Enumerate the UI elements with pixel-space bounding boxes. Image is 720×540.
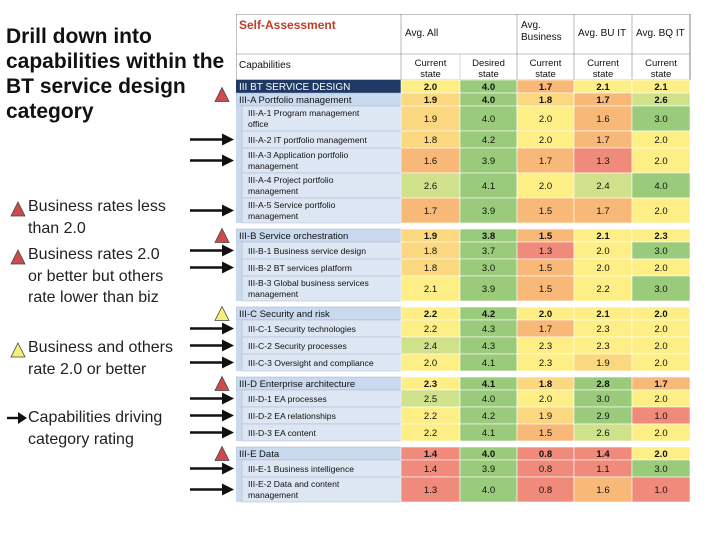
red-triangle-icon	[215, 88, 229, 102]
capability-label: III-B-2 BT services platform	[248, 263, 352, 273]
capability-label: office	[248, 119, 269, 129]
indent-band	[236, 390, 242, 407]
value-label: 1.8	[538, 379, 553, 390]
subcategory-row	[236, 307, 690, 320]
value-label: 1.0	[654, 485, 668, 496]
value-label: 1.6	[596, 114, 610, 125]
capability-label: management	[248, 211, 299, 221]
value-label: 3.0	[481, 263, 496, 274]
value-label: 1.4	[596, 449, 610, 460]
arrow-head	[222, 427, 234, 439]
self-assessment-table	[236, 14, 696, 534]
arrow-head	[222, 463, 234, 475]
legend-item-driving-capabilities: Capabilities driving category rating	[28, 409, 163, 448]
value-label: 2.5	[423, 394, 438, 405]
value-label: 3.0	[654, 114, 668, 125]
black-arrow-icon	[190, 427, 234, 439]
capability-row	[236, 173, 690, 198]
subcategory-label: III-A Portfolio management	[239, 95, 352, 106]
capability-row	[236, 320, 690, 337]
subcategory-row	[236, 377, 690, 390]
subcategory-label: III-B Service orchestration	[239, 231, 349, 242]
value-label: 2.2	[423, 411, 438, 422]
column-header: state	[478, 69, 499, 80]
value-label: 2.0	[654, 341, 668, 352]
value-label: 1.8	[423, 263, 438, 274]
value-label: 2.3	[538, 358, 553, 369]
black-arrow-icon	[190, 340, 234, 352]
capability-label: III-B-1 Business service design	[248, 246, 366, 256]
value-label: 2.1	[596, 82, 610, 93]
capability-row	[236, 390, 690, 407]
value-label: 2.0	[654, 449, 668, 460]
value-label: 3.0	[654, 464, 668, 475]
capability-row	[236, 276, 690, 301]
capability-label: management	[248, 161, 299, 171]
black-arrow-icon	[190, 484, 234, 496]
value-label: 2.0	[654, 206, 668, 217]
red-triangle-icon	[215, 447, 229, 461]
capability-row	[236, 337, 690, 354]
value-label: 2.0	[654, 135, 668, 146]
yellow-triangle-icon	[215, 307, 229, 321]
subcategory-row	[236, 447, 690, 460]
capability-row	[236, 354, 690, 371]
value-label: 2.6	[423, 181, 438, 192]
value-label: 1.7	[596, 206, 610, 217]
value-label: 0.8	[538, 464, 553, 475]
capability-row	[236, 131, 690, 148]
value-label: 2.6	[654, 95, 668, 106]
value-label: 3.9	[481, 206, 496, 217]
value-label: 1.7	[654, 379, 668, 390]
value-label: 1.6	[596, 485, 610, 496]
capability-row	[236, 106, 690, 131]
capability-row	[236, 242, 690, 259]
value-label: 3.9	[481, 464, 496, 475]
value-label: 4.0	[481, 485, 496, 496]
column-group-header: Avg. BU IT	[578, 28, 627, 39]
arrow-head	[222, 410, 234, 422]
capability-label: III-A-5 Service portfolio	[248, 200, 336, 210]
column-header: Current	[414, 58, 447, 69]
indent-band	[236, 460, 242, 477]
subcategory-label: III-C Security and risk	[239, 309, 330, 320]
value-label: 1.5	[538, 428, 553, 439]
arrow-head	[222, 393, 234, 405]
marker-overlay	[0, 0, 236, 540]
value-label: 3.9	[481, 156, 496, 167]
value-label: 2.3	[538, 341, 553, 352]
value-label: 1.3	[596, 156, 610, 167]
indent-band	[236, 320, 242, 337]
value-label: 1.9	[423, 231, 438, 242]
category-label: III BT SERVICE DESIGN	[239, 82, 351, 93]
value-label: 1.8	[538, 95, 553, 106]
legend-item-biz-below-2: Business rates less than 2.0	[28, 198, 166, 237]
value-label: 1.5	[538, 284, 553, 295]
value-label: 2.6	[596, 428, 610, 439]
indent-band	[236, 424, 242, 441]
value-label: 2.3	[654, 231, 668, 242]
value-label: 4.3	[481, 341, 496, 352]
value-label: 4.1	[481, 428, 496, 439]
arrow-head	[222, 484, 234, 496]
value-label: 2.2	[423, 324, 438, 335]
value-label: 1.1	[596, 464, 610, 475]
value-label: 2.1	[654, 82, 668, 93]
red-triangle-icon	[215, 229, 229, 243]
black-arrow-icon	[190, 245, 234, 257]
value-label: 0.8	[538, 449, 553, 460]
column-header: Current	[587, 58, 619, 69]
column-header: Current	[645, 58, 677, 69]
arrow-head	[222, 245, 234, 257]
value-label: 4.1	[481, 358, 496, 369]
indent-band	[236, 407, 242, 424]
value-label: 2.0	[538, 309, 553, 320]
column-group-header: Avg. All	[405, 28, 439, 39]
value-label: 4.0	[481, 449, 496, 460]
value-label: 1.4	[423, 449, 438, 460]
value-label: 2.1	[423, 284, 438, 295]
category-row	[236, 80, 690, 93]
value-label: 1.3	[538, 246, 553, 257]
capability-row	[236, 460, 690, 477]
value-label: 1.5	[538, 206, 553, 217]
value-label: 2.0	[596, 263, 610, 274]
value-label: 2.0	[423, 82, 438, 93]
capability-label: III-A-1 Program management	[248, 108, 360, 118]
value-label: 2.0	[538, 114, 553, 125]
arrow-head	[222, 155, 234, 167]
capability-label: III-E-1 Business intelligence	[248, 464, 355, 474]
value-label: 2.3	[596, 341, 610, 352]
value-label: 2.2	[596, 284, 610, 295]
value-label: 1.0	[654, 411, 668, 422]
value-label: 1.9	[538, 411, 553, 422]
capability-row	[236, 259, 690, 276]
black-arrow-icon	[190, 262, 234, 274]
column-group-header: Business	[521, 32, 562, 43]
capability-label: III-D-2 EA relationships	[248, 411, 336, 421]
value-label: 1.7	[538, 156, 553, 167]
capability-label: management	[248, 289, 299, 299]
capability-label: III-D-1 EA processes	[248, 394, 327, 404]
value-label: 2.3	[423, 379, 438, 390]
value-label: 4.0	[481, 95, 496, 106]
capability-row	[236, 407, 690, 424]
subcategory-row	[236, 229, 690, 242]
column-header: state	[420, 69, 441, 80]
column-header: state	[592, 69, 614, 80]
value-label: 3.9	[481, 284, 496, 295]
value-label: 1.8	[423, 135, 438, 146]
black-arrow-icon	[190, 357, 234, 369]
value-label: 1.9	[596, 358, 610, 369]
value-label: 4.1	[481, 181, 496, 192]
indent-band	[236, 148, 242, 173]
arrow-head	[222, 205, 234, 217]
black-arrow-icon	[190, 205, 234, 217]
value-label: 1.8	[423, 246, 438, 257]
capability-label: management	[248, 186, 299, 196]
indent-band	[236, 477, 242, 502]
indent-band	[236, 337, 242, 354]
indent-band	[236, 106, 242, 131]
subcategory-label: III-E Data	[239, 449, 280, 460]
black-arrow-icon	[190, 393, 234, 405]
value-label: 2.0	[423, 358, 438, 369]
page-title: Drill down into capabilities within the BT service design category	[6, 25, 225, 123]
capability-row	[236, 148, 690, 173]
value-label: 2.4	[423, 341, 438, 352]
value-label: 3.0	[654, 284, 668, 295]
value-label: 1.7	[423, 206, 438, 217]
value-label: 1.5	[538, 231, 553, 242]
capability-label: III-C-3 Oversight and compliance	[248, 358, 374, 368]
arrow-head	[222, 134, 234, 146]
value-label: 4.0	[654, 181, 668, 192]
capability-label: III-A-2 IT portfolio management	[248, 135, 367, 145]
indent-band	[236, 276, 242, 301]
black-arrow-icon	[190, 463, 234, 475]
value-label: 2.0	[538, 394, 553, 405]
value-label: 2.2	[423, 309, 438, 320]
indent-band	[236, 198, 242, 223]
value-label: 2.1	[596, 231, 610, 242]
value-label: 4.0	[481, 82, 496, 93]
value-label: 2.8	[596, 379, 610, 390]
value-label: 2.0	[596, 246, 610, 257]
capability-row	[236, 424, 690, 441]
value-label: 3.7	[481, 246, 496, 257]
value-label: 1.7	[596, 135, 610, 146]
subcategory-label: III-D Enterprise architecture	[239, 379, 356, 390]
indent-band	[236, 242, 242, 259]
value-label: 0.8	[538, 485, 553, 496]
value-label: 1.7	[538, 82, 553, 93]
arrow-head	[222, 323, 234, 335]
black-arrow-icon	[190, 134, 234, 146]
capability-label: III-A-3 Application portfolio	[248, 150, 349, 160]
value-label: 2.0	[538, 135, 553, 146]
value-label: 1.4	[423, 464, 438, 475]
value-label: 2.3	[596, 324, 610, 335]
value-label: 4.3	[481, 324, 496, 335]
capabilities-header: Capabilities	[239, 60, 291, 71]
value-label: 1.5	[538, 263, 553, 274]
value-label: 4.2	[481, 135, 496, 146]
value-label: 2.9	[596, 411, 610, 422]
indent-band	[236, 131, 242, 148]
value-label: 3.0	[596, 394, 610, 405]
value-label: 1.9	[423, 114, 438, 125]
table-title: Self-Assessment	[239, 18, 336, 32]
value-label: 4.1	[481, 379, 496, 390]
value-label: 4.0	[481, 114, 496, 125]
value-label: 4.2	[481, 411, 496, 422]
capability-label: III-A-4 Project portfolio	[248, 175, 334, 185]
value-label: 2.4	[596, 181, 610, 192]
value-label: 2.0	[654, 428, 668, 439]
value-label: 1.3	[423, 485, 438, 496]
value-label: 1.6	[423, 156, 438, 167]
arrow-head	[222, 340, 234, 352]
capability-row	[236, 477, 690, 502]
column-header: Current	[529, 58, 562, 69]
legend-item-all-2-or-better: Business and others rate 2.0 or better	[28, 339, 173, 378]
column-header: state	[650, 69, 672, 80]
arrow-head	[222, 357, 234, 369]
arrow-head	[222, 262, 234, 274]
column-header: Desired	[472, 58, 505, 69]
value-label: 3.8	[481, 231, 496, 242]
capability-row	[236, 198, 690, 223]
capability-label: III-C-2 Security processes	[248, 341, 347, 351]
red-triangle-icon	[215, 377, 229, 391]
black-arrow-icon	[190, 323, 234, 335]
subcategory-row	[236, 93, 690, 106]
capability-label: management	[248, 490, 299, 500]
value-label: 2.0	[654, 263, 668, 274]
black-arrow-icon	[190, 410, 234, 422]
indent-band	[236, 354, 242, 371]
value-label: 2.0	[654, 309, 668, 320]
value-label: 1.9	[423, 95, 438, 106]
value-label: 2.0	[538, 181, 553, 192]
value-label: 2.0	[654, 156, 668, 167]
indent-band	[236, 173, 242, 198]
value-label: 2.0	[654, 324, 668, 335]
column-group-header: Avg.	[521, 20, 541, 31]
black-arrow-icon	[190, 155, 234, 167]
value-label: 1.7	[596, 95, 610, 106]
value-label: 3.0	[654, 246, 668, 257]
value-label: 2.0	[654, 394, 668, 405]
value-label: 1.7	[538, 324, 553, 335]
capability-label: III-C-1 Security technologies	[248, 324, 356, 334]
value-label: 4.2	[481, 309, 496, 320]
capability-label: III-D-3 EA content	[248, 428, 316, 438]
legend-item-others-lower: Business rates 2.0 or better but others rate lower than biz	[28, 246, 164, 306]
column-header: state	[535, 69, 556, 80]
value-label: 4.0	[481, 394, 496, 405]
value-label: 2.1	[596, 309, 610, 320]
indent-band	[236, 259, 242, 276]
column-group-header: Avg. BQ IT	[636, 28, 685, 39]
value-label: 2.2	[423, 428, 438, 439]
capability-label: III-E-2 Data and content	[248, 479, 340, 489]
capability-label: III-B-3 Global business services	[248, 278, 369, 288]
value-label: 2.0	[654, 358, 668, 369]
